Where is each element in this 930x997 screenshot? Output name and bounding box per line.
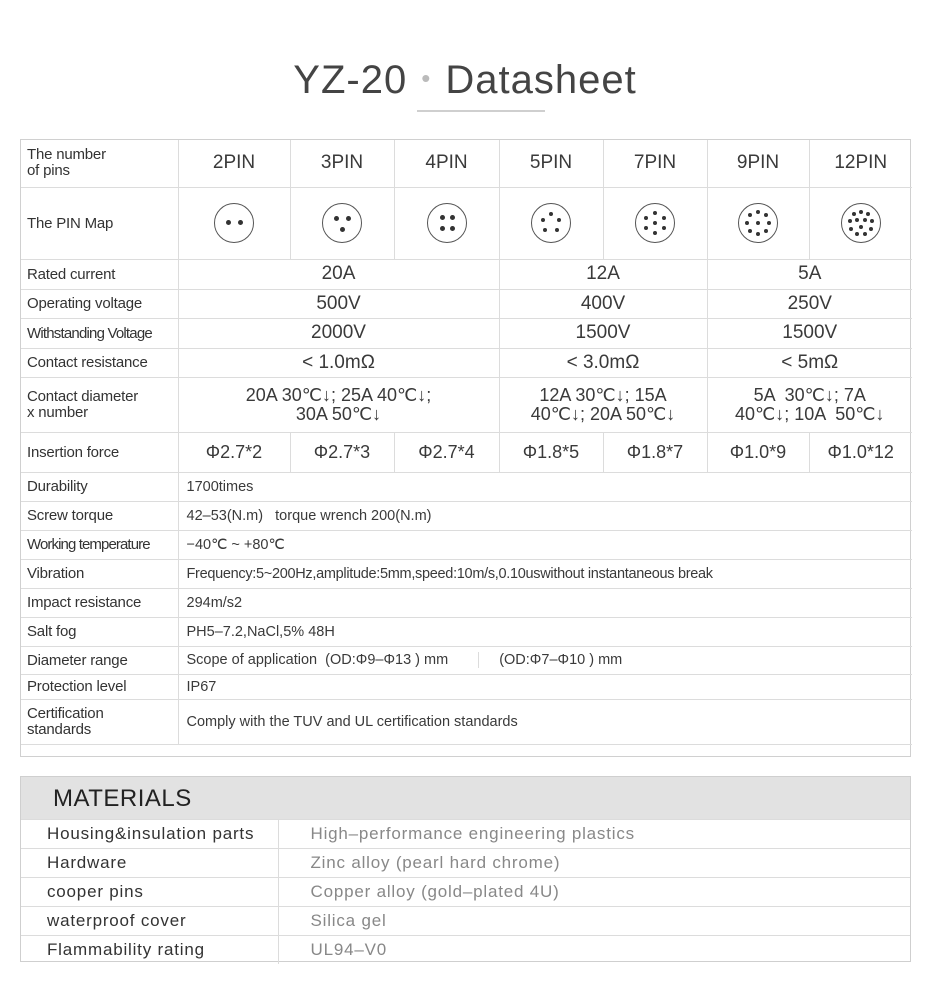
material-part: Hardware [21,849,278,878]
insertion-force-value: Φ1.0*12 [809,432,912,472]
contact-resistance-value: < 1.0mΩ [178,348,499,377]
rated-current-label: Rated current [21,259,178,289]
12-pin-connector-icon [841,203,881,243]
vibration-value: Frequency:5~200Hz,amplitude:5mm,speed:10m/s,0.10uswithout instantaneous break [178,559,912,588]
working-temperature-label: Working temperature [21,530,178,559]
withstanding-voltage-value: 1500V [707,318,912,348]
certification-value: Comply with the TUV and UL certification standards [178,699,912,744]
pin-count-9: 9PIN [707,140,809,187]
9-pin-connector-icon [738,203,778,243]
diameter-range-label: Diameter range [21,646,178,674]
impact-resistance-value: 294m/s2 [178,588,912,617]
insertion-force-value: Φ1.0*9 [707,432,809,472]
salt-fog-value: PH5–7.2,NaCl,5% 48H [178,617,912,646]
pin-count-2: 2PIN [178,140,290,187]
insertion-force-value: Φ1.8*5 [499,432,603,472]
operating-voltage-value: 250V [707,289,912,318]
pins-label: The number of pins [21,140,178,187]
insertion-force-label: Insertion force [21,432,178,472]
salt-fog-label: Salt fog [21,617,178,646]
materials-row [21,878,910,907]
row-durability [21,472,912,501]
contact-diameter-value: 5A 30℃↓; 7A 40℃↓; 10A 50℃↓ [707,377,912,432]
material-part: cooper pins [21,878,278,907]
pin-count-12: 12PIN [809,140,912,187]
row-contact-diameter [21,377,912,432]
title-underline [417,110,545,112]
withstanding-voltage-value: 1500V [499,318,707,348]
title-text: Datasheet [445,58,637,102]
operating-voltage-value: 500V [178,289,499,318]
contact-resistance-label: Contact resistance [21,348,178,377]
working-temperature-value: −40℃ ~ +80℃ [178,530,912,559]
contact-diameter-label: Contact diameter x number [21,377,178,432]
screw-torque-value: 42–53(N.m) torque wrench 200(N.m) [178,501,912,530]
vibration-label: Vibration [21,559,178,588]
material-value: Copper alloy (gold–plated 4U) [278,878,910,907]
insertion-force-value: Φ2.7*3 [290,432,394,472]
model-name: YZ-20 [293,58,408,102]
rated-current-value: 12A [499,259,707,289]
row-protection-level [21,674,912,699]
contact-diameter-value: 12A 30℃↓; 15A 40℃↓; 20A 50℃↓ [499,377,707,432]
spec-table [20,139,911,757]
row-screw-torque [21,501,912,530]
material-part: waterproof cover [21,907,278,936]
durability-label: Durability [21,472,178,501]
2-pin-connector-icon [214,203,254,243]
diameter-range-value-alt: (OD:Φ7–Φ10 ) mm [478,652,622,668]
5-pin-connector-icon [531,203,571,243]
contact-resistance-value: < 5mΩ [707,348,912,377]
contact-resistance-value: < 3.0mΩ [499,348,707,377]
materials-row [21,936,910,965]
protection-level-label: Protection level [21,674,178,699]
insertion-force-value: Φ2.7*4 [394,432,499,472]
7-pin-connector-icon [635,203,675,243]
row-diameter-range [21,646,912,674]
materials-row [21,820,910,849]
material-part: Flammability rating [21,936,278,965]
withstanding-voltage-label: Withstanding Voltage [21,318,178,348]
title-separator: • [421,62,432,93]
material-value: UL94–V0 [278,936,910,965]
insertion-force-value: Φ1.8*7 [603,432,707,472]
pin-count-4: 4PIN [394,140,499,187]
impact-resistance-label: Impact resistance [21,588,178,617]
3-pin-connector-icon [322,203,362,243]
row-salt-fog [21,617,912,646]
row-impact-resistance [21,588,912,617]
material-value: Silica gel [278,907,910,936]
materials-title: MATERIALS [21,777,910,819]
protection-level-value: IP67 [178,674,912,699]
4-pin-connector-icon [427,203,467,243]
operating-voltage-label: Operating voltage [21,289,178,318]
pin-count-7: 7PIN [603,140,707,187]
page-header [0,0,930,135]
row-working-temperature [21,530,912,559]
pin-count-5: 5PIN [499,140,603,187]
diameter-range-value: Scope of application (OD:Φ9–Φ13 ) mm [186,652,449,668]
screw-torque-label: Screw torque [21,501,178,530]
insertion-force-value: Φ2.7*2 [178,432,290,472]
contact-diameter-value: 20A 30℃↓; 25A 40℃↓; 30A 50℃↓ [178,377,499,432]
withstanding-voltage-value: 2000V [178,318,499,348]
row-pin-map [21,187,912,259]
page-title [0,58,930,103]
pinmap-label: The PIN Map [21,187,178,259]
certification-label: Certification standards [21,699,178,744]
material-value: Zinc alloy (pearl hard chrome) [278,849,910,878]
row-withstanding-voltage [21,318,912,348]
operating-voltage-value: 400V [499,289,707,318]
rated-current-value: 5A [707,259,912,289]
material-part: Housing&insulation parts [21,820,278,849]
row-rated-current [21,259,912,289]
row-insertion-force [21,432,912,472]
row-certification [21,699,912,744]
durability-value: 1700times [178,472,912,501]
materials-row [21,907,910,936]
materials-table [20,776,911,962]
row-vibration [21,559,912,588]
rated-current-value: 20A [178,259,499,289]
material-value: High–performance engineering plastics [278,820,910,849]
row-operating-voltage [21,289,912,318]
row-contact-resistance [21,348,912,377]
materials-row [21,849,910,878]
pin-count-3: 3PIN [290,140,394,187]
row-pin-count [21,140,912,187]
